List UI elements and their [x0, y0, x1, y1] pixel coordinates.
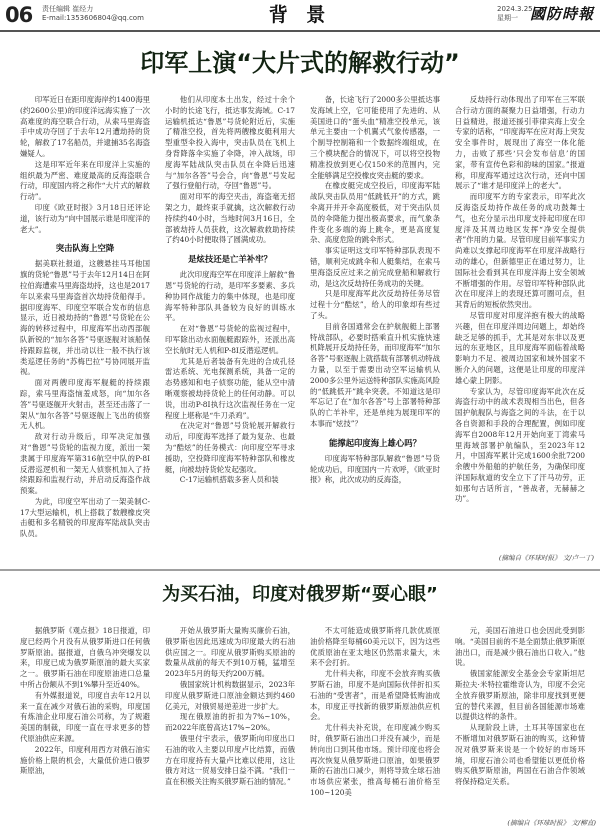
article-1-column-1	[20, 95, 150, 567]
paragraph: 印度海军特种部队解救“鲁恩”号货轮成功后，印度国内一片欢呼，《欧亚时报》称，此次成功的反海盗，	[310, 453, 440, 485]
paragraph: 开始从俄罗斯大量购买廉价石油，俄罗斯也因此迅速成为印度最大的石油供应国之一。印度从俄罗斯购买原油的数量从战前的每天不到10万桶，猛增至2023年5月的每天约200万桶。	[165, 626, 295, 679]
newspaper-logo: 國防時報	[530, 5, 595, 23]
paragraph: 在决定对“鲁恩”号货轮展开解救行动后，印度海军选择了最为复杂、也最为“酷炫”的任务模式：向印度空军寻求援助，空投降印度海军特种部队和橡皮艇，向被劫持货轮发起强攻。	[165, 421, 295, 474]
paragraph: 尤什科夫称，印度不会放弃购买俄罗斯石油，印度不是向国际伙伴折扣买石油的“受害者”，而是希望降低购油成本，印度正寻找新的俄罗斯原油供应机会。	[310, 669, 440, 722]
paragraph: 他们从印度本土出发，经过十余个小时的长途飞行，抵达事发海域。C-17运输机抵达“鲁恩”号货轮附近后，实施了精准空投，首先将两艘橡皮艇利用大型重型伞投入海中，突击队员在飞机上身背降落伞实施了伞降，冲入战场，印度海军陆战队突击队员在伞降后迅速与“加尔各答”号会合，向“鲁恩”号发起了强行登船行动，夺回“鲁恩”号。	[165, 95, 295, 191]
paragraph: 尤其是后者装备有先进的合成孔径雷达系统、光电探测系统，具备一定的态势感知和电子侦察功能，能从空中清晰观察被劫持货轮上的任何动静。可以说，出动P-8I执行这次监视任务在一定程度上堪称是“牛刀杀鸡”。	[165, 356, 295, 420]
article-2-byline: (摘编自《环球时报》 文/柳直)	[507, 819, 596, 827]
editor-line: 责任编辑 崔经力	[42, 5, 94, 13]
paragraph: 从现阶段上讲，土耳其等国家也在不断增加对俄罗斯石油的购买，这种情况对俄罗斯来说是一个较好的市场环境，印度石油公司也希望能以更低价格购买俄罗斯原油，两国在石油合作领域将保持稳定关系。	[455, 723, 585, 787]
subheading: 是炫技还是亡羊补牢？	[188, 254, 272, 265]
paragraph: 面对印军的海空夹击，海盗毫无招架之力，最终束手就擒，这次解救行动持续约40小时，当地时间3月16日，全部被劫持人员获救，这次解救救助持续了约40小时便取得了圆满成功。	[165, 192, 295, 245]
paragraph: 此次印度海空军在印度洋上解救“鲁恩”号货轮的行动，是印军多要素、多兵种协同作战能力的集中体现，也是印度海军特种部队具备较为良好的训练水平。	[165, 270, 295, 323]
article-2-column-2	[165, 626, 295, 834]
article-2-column-4	[455, 626, 585, 816]
paragraph: 目前各国通常会在护航舰艇上部署特战部队，必要时搭乘直升机实施快速机降展开反劫持任务，而印度海军“加尔各答”号驱逐舰上就搭载有部署机动特战力量，以至于需要出动空军运输机从2000多公里外运送特种部队实施高风险的“低跳低开”跳伞突袭。不知道这是印军忘记了在“加尔各答”号上部署特种部队的亡羊补牢，还是单纯为展现印军的本事而“炫技”？	[310, 321, 440, 428]
paragraph: 尽管印度对印度洋抱有极大的战略兴趣，但在印度洋周边问题上，却始终缺乏足够的抓手，尤其是对东非以及更远的东亚地区，且印度海军面临着战略影响力不足、被周边国家和域外国家不断介入的问题，这便是让印度的印度洋雄心蒙上阴影。	[455, 310, 585, 385]
paragraph: 元，美国石油进口也会因此受到影响。“美国目前的不是全面禁止俄罗斯原油出口，而是减少俄石油出口收入。”他说。	[455, 626, 585, 668]
paragraph: 据俄罗斯《观点报》18日报道，印度已经两个月没有从俄罗斯进口任何俄罗斯原油。据报道，自俄乌冲突爆发以来，印度已成为俄罗斯原油的最大买家之一。俄罗斯石油在印度原油进口总量中所占份额从不到1%攀升至近40%。	[20, 626, 150, 689]
paragraph: C-17运输机搭载多套人员和装	[179, 475, 279, 485]
date: 2024.3.25	[497, 5, 533, 13]
article-divider	[0, 569, 600, 571]
article-1-column-3	[310, 95, 440, 567]
subheading: 突击队海上空降	[55, 243, 115, 254]
article-1-byline: (摘编自《环球时报》 文/卢一丁)	[498, 554, 594, 562]
article-2-column-3	[310, 626, 440, 834]
paragraph: 在对“鲁恩”号货轮的监视过程中，印军除出动水面舰艇跟踪外，还派出高空长航时无人机和P-8I反潜巡逻机。	[165, 324, 295, 355]
email-line: E-mail:1353606804@qq.com	[42, 14, 144, 22]
paragraph: 俄国家能源安全基金会专家斯坦尼斯拉夫·米特拉霍维奇认为，印度不会完全放弃俄罗斯原油，除非印度找到更便宜的替代来源，但目前各国能源市场难以提供这样的条件。	[455, 669, 585, 722]
paragraph: 专家认为，尽管印度海军此次在反海盗行动中的战术表现相当出色，但各国护航舰队与海盗之间的斗法，在于以各自资源和手段的合理配置，例如印度海军自2008年12月开始向亚丁湾索马里海域部署护航编队，至2023年12月，中国海军累计完成1600余批7200余艘中外船舶的护航任务，为确保印度洋国际航道的安全立下了汗马功劳，正如那句古话所言，“善战者，无赫赫之功”。	[455, 386, 585, 504]
paragraph: 事实证明这支印军特种部队表现不错，顺利完成跳伞和人艇集结，在索马里海盗反应过来之前完成登船和解救行动，是这次反劫持任务成功的关键。	[310, 246, 440, 288]
paragraph: 有外媒报道说，印度自去年12月以来一直在减少对俄石油的采购，印度国有炼油企业印度石油公司称，为了规避美国的制裁，印度一直在寻求更多的替代原油供应来源。	[20, 690, 150, 743]
header-divider	[0, 30, 600, 32]
page-number: 06	[5, 3, 33, 27]
editor-info	[42, 5, 144, 23]
date-info	[497, 5, 533, 23]
paragraph: 不太可能造成俄罗斯将几款优质原油价格降至每桶60美元以下，因为这些优质原油在亚太地区仍然需求量大，未来不会打折。	[310, 626, 440, 668]
paragraph: 备，长途飞行了2000多公里抵达事发海域上空，它可能使用了先进的、从美国进口的“蛋头血”精准空投单元，该单元主要由一个机翼式气象传感器，一个制导控制箱和一个数据终端组成，在三个模块配合的情况下，可以将空投物精准投放到更心仅150米的范围内，完全能够满足空投橡皮突击艇的要求。	[310, 95, 440, 180]
paragraph: 尤什科夫补充说，在印度减少购买时，俄罗斯石油出口并没有减少，而是转向出口到其他市场。预计印度也将会再次恢复从俄罗斯进口原油，如果俄罗斯的石油出口减少，则将导致全球石油市场供应紧张，推高每桶石油价格至100~120美	[310, 723, 440, 797]
article-2-column-1	[20, 626, 150, 834]
paragraph: 俄国家统计机构数据显示，2023年印度从俄罗斯进口原油金额达到约460亿美元，对俄贸易逆差进一步扩大。	[165, 679, 295, 711]
paragraph: 印度《欧亚时报》3月18日还评论道，该行动为“向中国展示谁是印度洋的老大”。	[20, 202, 150, 234]
page-header	[0, 0, 600, 30]
paragraph: 2022年，印度利用西方对俄石油实施价格上限的机会，大量低价进口俄罗斯原油，	[20, 744, 150, 776]
paragraph: 为此，印度空军出动了一架美制C-17大型运输机，机上搭载了数艘橡皮突击艇和多名精锐的印度海军陆战队突击队员。	[20, 496, 150, 539]
paragraph: 据美联社报道，这艘悬挂马耳他国旗的货轮“鲁恩”号于去年12月14日在阿拉伯海遭索马里海盗劫持，这也是2017年以来索马里海盗首次劫持货船得手。据印度海军、印度空军联合发布的信息显示，近日被劫持的“鲁恩”号货轮在公海的转移过程中，印度海军出动西部舰队新锐的“加尔各答”号驱逐舰对该船保持跟踪监视，并出动以往一般不执行该类巡逻任务的“苏梅巴拉”号协同展开监视。	[20, 259, 150, 377]
paragraph: 在橡皮艇完成空投后，印度海军陆战队突击队员用“低跳低开”的方式，跳伞离开并开伞高度极低，对于突击队员员的伞降能力提出极高要求，而气象条件变化多端的海上跳伞，更是高度复杂、高度危险的跳伞形式。	[310, 181, 440, 245]
paragraph: 印军近日在距印度海岸约1400海里(约2600公里)的印度洋远海实施了一次高难度的海空联合行动，从索马里海盗手中成功夺回了于去年12月遭劫持的货轮，解救了17名船员，并逮捕35名海盗嫌疑人。	[20, 95, 150, 158]
article-1-column-4	[455, 95, 585, 549]
paragraph: 只是印度海军此次反劫持任务尽管过程十分“酷炫”，给人的印象却有些过了头。	[310, 289, 440, 320]
paragraph: 俄里付宇表示，俄罗斯向印度出口石油的收入主要以印度卢比结算，而俄方在印度持有大量卢比难以使用，这让俄方对这一贸易安排日益不满。“我们一直在积极关注购买俄罗斯石油的情况。”	[165, 733, 295, 787]
paragraph: 而印度军方的专家表示，印军此次反海盗反劫持作战任务的成功鼓舞士气，也充分显示出印度支持起印度在印度洋及其周边地区发挥“净安全提供者”作用的力量。尽管印度目前军事实力尚难以支撑起印度海军在印度洋战略行动的雄心，但新德里正在通过努力，让国际社会看到其在印度洋海上安全领域不断增强的作用。尽管印军特种部队此次在印度洋上的表现还算可圈可点，但其背后的短板依然突出。	[455, 192, 585, 310]
article-1-title: 印军上演“大片式的解救行动”	[140, 49, 460, 77]
section-title: 背 景	[268, 4, 332, 26]
paragraph: 敌对行动升级后，印军决定加强对“鲁恩”号货轮的监视力度，派出一架隶属于印度海军第316航空中队的P-8I反潜巡逻机和一架无人侦察机加入了持续跟踪和监视行动，并启动反海盗作战预案。	[20, 432, 150, 496]
article-1-column-2	[165, 95, 295, 567]
paragraph: 反劫持行动体现出了印军在三军联合行动方面的凝聚力日益增强，行动力日益精进，报道还援引菲律宾海上安全专家的话称，“印度海军在应对海上突发安全事件时，展现出了海空一体化能力，击败了那些‘只会发布信息’的国家，带有宣传色彩和韵味的国家。”报道称，印度海军通过这次行动，还向中国展示了“谁才是印度洋上的老大”。	[455, 95, 585, 191]
weekday: 星期一	[497, 14, 518, 22]
article-2-title: 为买石油，印度对俄罗斯“耍心眼”	[162, 584, 438, 605]
paragraph: 面对两艘印度海军舰艇的持续跟踪，索马里海盗恼羞成怒，向“加尔各答”号驱逐舰开火射击，甚至还击落了一架从“加尔各答”号驱逐舰上飞出的侦察无人机。	[20, 378, 150, 431]
subheading: 能撑起印度海上雄心吗？	[328, 437, 422, 448]
paragraph: 这是印军近年来在印度洋上实施的组织最为严密、难度最高的反海盗联合行动，印度国内将之称作“大片式的解救行动”。	[20, 159, 150, 202]
paragraph: 现在俄原油的折扣为7%~10%，而2022年底曾高达17%~20%。	[165, 712, 295, 733]
